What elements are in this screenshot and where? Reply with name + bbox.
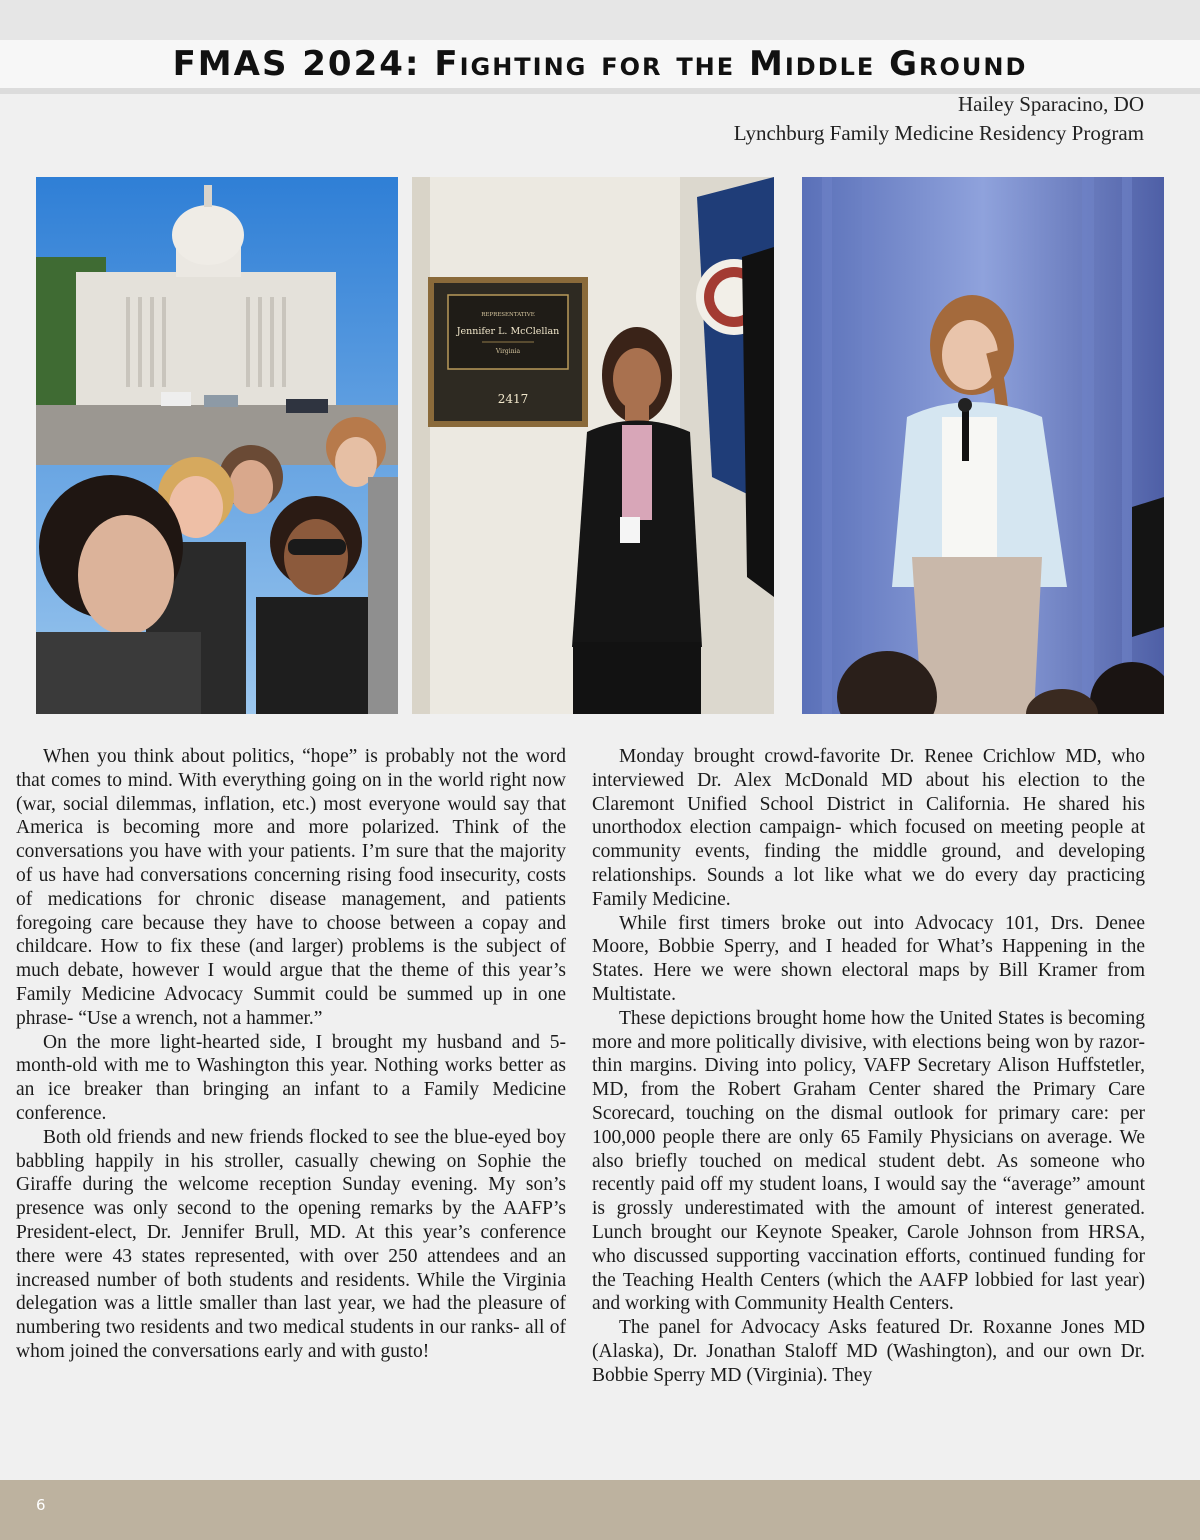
page-number: 6 <box>36 1496 46 1514</box>
article-title: FMAS 2024: Fighting for the Middle Ground <box>172 44 1028 84</box>
author-affiliation: Lynchburg Family Medicine Residency Program <box>733 121 1144 145</box>
paragraph: While first timers broke out into Advocacy 101, Drs. Denee Moore, Bobbie Sperry, and I headed for What’s Happening in the States. Here we were shown electoral maps by Bill Kramer from Multistate. <box>592 912 1145 1005</box>
nameplate-name: Jennifer L. McClellan <box>456 326 560 337</box>
paragraph: On the more light-hearted side, I brought my husband and 5-month-old with me to Washington this year. Nothing works better as an ice breaker than bringing an infant to a Family Medicine conference. <box>16 1031 566 1124</box>
title-bar <box>0 40 1200 88</box>
paragraph: When you think about politics, “hope” is probably not the word that comes to mind. With everything going on in the world right now (war, social dilemmas, inflation, etc.) most everyone would say that America is becoming more and more polarized. Think of the conversations you have with your patients. I’m sure that the majority of us have had conversations concerning rising food insecurity, costs of medications for chronic disease management, and patients foregoing care because they have to choose between a copay and childcare. How to fix these (and larger) problems is the subject of much debate, however I would argue that the theme of this year’s Family Medicine Advocacy Summit could be summed up in one phrase- “Use a wrench, not a hammer.” <box>16 746 566 1029</box>
paragraph: Both old friends and new friends flocked to see the blue-eyed boy babbling happily in his stroller, casually chewing on Sophie the Giraffe during the welcome reception Sunday evening. My son’s presence was only second to the opening remarks by the AAFP’s President-elect, Dr. Jennifer Brull, MD. At this year’s conference there were 43 states represented, with over 250 attendees and an increased number of both students and residents. While the Virginia delegation was a little smaller than last year, we had the pleasure of numbering two residents and two medical students in our ranks- all of whom joined the conversations early and with gusto! <box>16 1126 566 1362</box>
nameplate-label: REPRESENTATIVE <box>481 312 535 318</box>
paragraph: These depictions brought home how the United States is becoming more and more politically divisive, with elections being won by razor-thin margins. Diving into policy, VAFP Secretary Alison Huffstetler, MD, from the Robert Graham Center shared the Primary Care Scorecard, touching on the dismal outlook for primary care: per 100,000 people there are only 65 Family Physicians on average. We also briefly touched on medical student debt. As someone who recently paid off my student loans, I would say the “average” amount is grossly underestimated with the amount of interest generated. Lunch brought our Keynote Speaker, Carole Johnson from HRSA, who discussed supporting vaccination efforts, continued funding for the Teaching Health Centers (which the AAFP lobbied for last year) and working with Community Health Centers. <box>592 1007 1145 1315</box>
article-column-right <box>592 745 1145 1465</box>
page-footer <box>0 1480 1200 1540</box>
room-number: 2417 <box>497 392 529 406</box>
article-column-left <box>16 745 566 1465</box>
top-band <box>0 0 1200 40</box>
byline <box>734 90 1144 148</box>
capitol-group-photo <box>36 177 398 714</box>
author-name: Hailey Sparacino, DO <box>957 92 1144 116</box>
speaker-stage-photo <box>802 177 1164 714</box>
paragraph: Monday brought crowd-favorite Dr. Renee Crichlow MD, who interviewed Dr. Alex McDonald MD about his election to the Claremont Unified School District in California. He shared his unorthodox election campaign- which focused on meeting people at community events, finding the middle ground, and developing relationships. Sounds a lot like what we do every day practicing Family Medicine. <box>592 746 1145 910</box>
nameplate-state: Virginia <box>495 348 521 355</box>
paragraph: The panel for Advocacy Asks featured Dr. Roxanne Jones MD (Alaska), Dr. Jonathan Staloff MD (Washington), and our own Dr. Bobbie Sperry MD (Virginia). They <box>592 1317 1145 1386</box>
office-nameplate-photo <box>412 177 774 714</box>
